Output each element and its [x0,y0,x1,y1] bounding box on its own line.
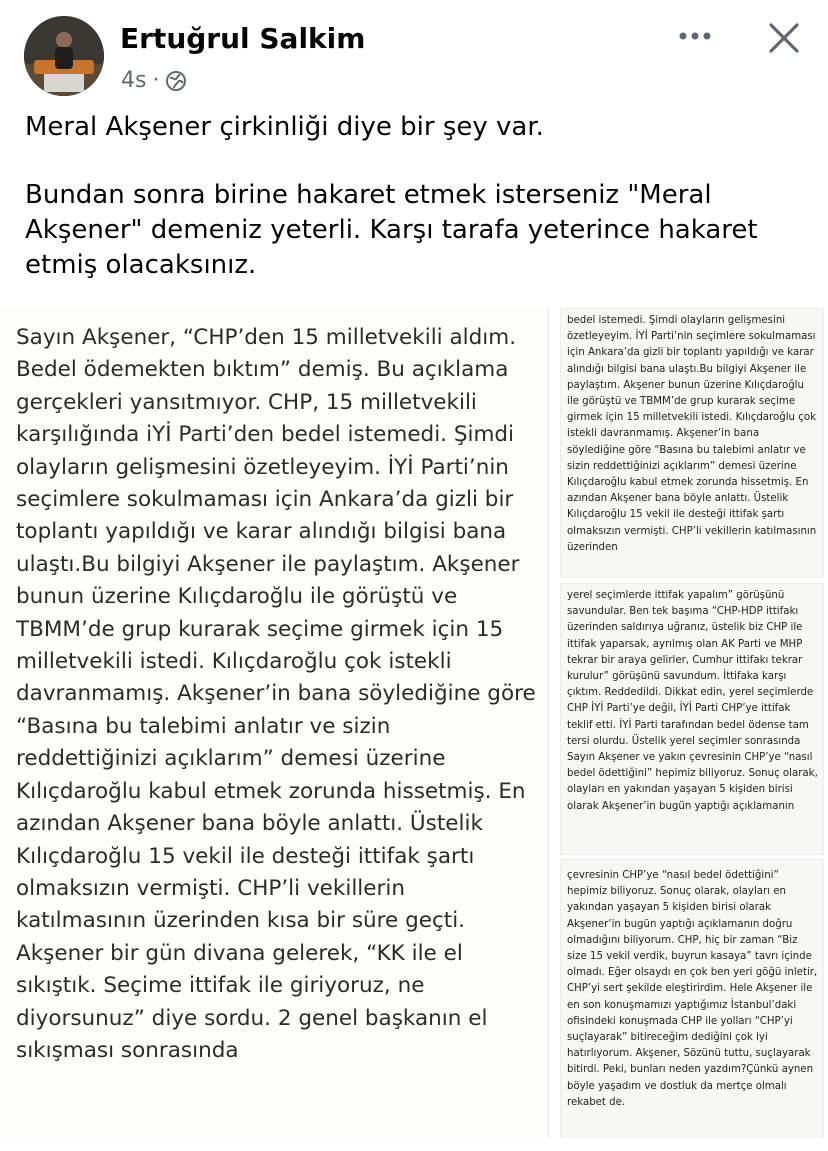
more-options-icon[interactable] [676,26,716,46]
statement-text-panel-3: çevresinin CHP’ye “nasıl bedel ödettiğini” hepimiz biliyoruz. Sonuç olarak, olayları en yakından yaşayan 5 kişiden birisi olarak Akşener’in bugün yaptığı açıklamanın doğru olmadığını biliyorum. CHP, hiç bir zaman “Biz size 15 vekil verdik, buyrun kasaya” tavrı içinde olmadı. Eğer olsaydı en çok ben yeri göğü inletir, CHP’yi sert şekilde eleştirirdim. Hele Akşener ile en son konuşmamızı yaptığımız İstanbul’daki ofisindeki konuşmada CHP ile yolları “CHP’yi suçlayarak” bitireceğim dediğini çok iyi hatırlıyorum. Akşener, Sözünü tuttu, suçlayarak bitirdi. Peki, bunları neden yazdım?Çünkü aynen böyle yaşadım ve dostluk da mertçe olmalı rekabet de. [567,870,818,1108]
statement-panel-2 [560,583,824,855]
author-name[interactable]: Ertuğrul Salkim [120,22,366,55]
statement-image-main [0,308,549,1138]
statement-image-column [552,308,828,1151]
meta-separator: · [152,68,160,93]
post-paragraph: Meral Akşener çirkinliği diye bir şey var. [25,112,544,142]
statement-panel-3 [560,859,824,1144]
post-meta [121,68,187,93]
avatar-photo [24,16,104,96]
statement-text-main: Sayın Akşener, “CHP’den 15 milletvekili aldım. Bedel ödemekten bıktım” demiş. Bu açıklama gerçekleri yansıtmıyor. CHP, 15 milletvekili karşılığında iYİ Parti’den bedel istemedi. Şimdi olayların gelişmesini özetleyeyim. İYİ Parti’nin seçimlere sokulmaması için Ankara’da gizli bir toplantı yapıldığı ve karar alındığı bilgisi bana ulaştı.Bu bilgiyi Akşener ile paylaştım. Akşener bunun üzerine Kılıçdaroğlu ile görüştü ve TBMM’de grup kurarak seçime girmek için 15 milletvekili istedi. Kılıçdaroğlu çok istekli davranmamış. Akşener’in bana söylediğine göre “Basına bu talebimi anlatır ve sizin reddettiğinizi açıklarım” demesi üzerine Kılıçdaroğlu kabul etmek zorunda hissetmiş. En azından Akşener bana böyle anlattı. Üstelik Kılıçdaroğlu 15 vekil ile desteği ittifak şartı olmaksızın vermişti. CHP’li vekillerin katılmasının üzerinden kısa bir süre geçti. Akşener bir gün divana gelerek, “KK ile el sıkıştık. Seçime ittifak ile giriyoruz, ne diyorsunuz” diye sordu. 2 genel başkanın el sıkışması sonrasında [16,325,536,1063]
statement-panel-1 [560,308,824,578]
globe-icon[interactable] [165,70,187,92]
avatar[interactable] [24,16,104,96]
close-icon[interactable] [766,20,802,56]
post-header [0,0,828,100]
statement-text-panel-2: yerel seçimlerde ittifak yapalım” görüşünü savundular. Ben tek başıma “CHP-HDP ittifakı üzerinden saldırıya uğranız, üstelik biz CHP ile ittifak yaparsak, ayrılmış olan AK Parti ve MHP tekrar bir araya gelirler, Cumhur ittifakı tekrar kurulur” görüşünü savundum. İttifaka karşı çıktım. Reddedildi. Dikkat edin, yerel seçimlerde CHP İYİ Parti’ye değil, İYİ Parti CHP’ye ittifak teklif etti. İYİ Parti tarafından bedel ödense tam tersi olurdu. Üstelik yerel seçimler sonrasında Sayın Akşener ve yakın çevresinin CHP’ye “nasıl bedel ödettiğini” hepimiz biliyoruz. Sonuç olarak, olayları en yakından yaşayan 5 kişiden birisi olarak Akşener’in bugün yaptığı açıklamanın [567,590,818,812]
post-time[interactable]: 4s [121,68,147,93]
post-text [25,110,805,283]
post-photo[interactable] [0,308,828,1151]
statement-text-panel-1: bedel istemedi. Şimdi olayların gelişmesini özetleyeyim. İYİ Parti’nin seçimlere sokulmaması için Ankara’da gizli bir toplantı yapıldığı ve karar alındığı bilgisi bana ulaştı.Bu bilgiyi Akşener ile paylaştım. Akşener bunun üzerine Kılıçdaroğlu ile görüştü ve TBMM’de grup kurarak seçime girmek için 15 milletvekili istedi. Kılıçdaroğlu çok istekli davranmamış. Akşener’in bana söylediğine göre “Basına bu talebimi anlatır ve sizin reddettiğinizi açıklarım” demesi üzerine Kılıçdaroğlu kabul etmek zorunda hissetmiş. En azından Akşener bana böyle anlattı. Üstelik Kılıçdaroğlu 15 vekil ile desteği ittifak şartı olmaksızın vermişti. CHP’li vekillerin katılmasının üzerinden [567,315,817,553]
photo-bottom-edge [0,1138,828,1151]
post-paragraph: Bundan sonra birine hakaret etmek isterseniz "Meral Akşener" demeniz yeterli. Karşı tarafa yeterince hakaret etmiş olacaksınız. [25,180,758,280]
